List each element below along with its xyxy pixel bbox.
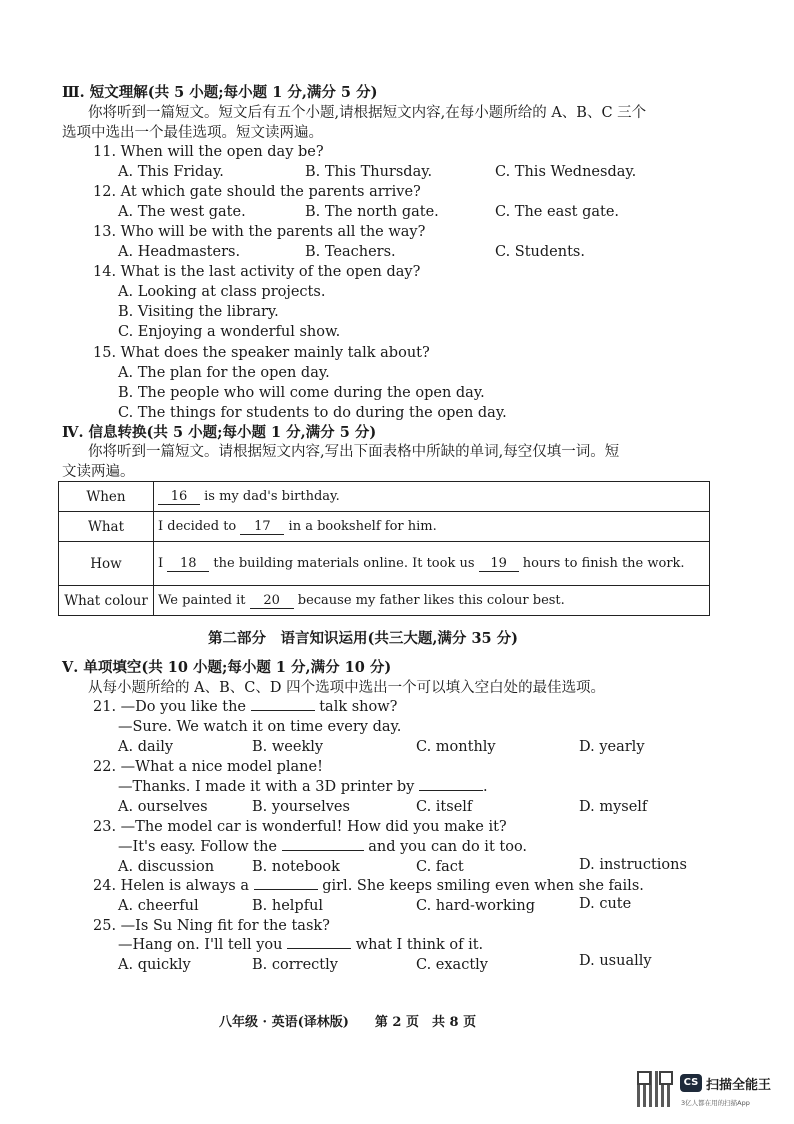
table-text: because my father likes this colour best.: [297, 592, 565, 608]
question-23-text: —It's easy. Follow the: [118, 839, 278, 855]
answer-blank: [282, 850, 364, 851]
question-21-text: 21. —Do you like the: [93, 699, 247, 715]
question-12-option-c: C. The east gate.: [495, 204, 620, 220]
question-21-text-end: talk show?: [319, 699, 398, 715]
table-key-when: When: [59, 482, 154, 512]
question-14-stem: 14. What is the last activity of the open day?: [93, 264, 421, 280]
question-14-option-a: A. Looking at class projects.: [118, 284, 326, 300]
table-key-what: What: [59, 512, 154, 542]
question-13-option-a: A. Headmasters.: [118, 244, 241, 260]
question-12-option-b: B. The north gate.: [305, 204, 439, 220]
table-text: in a bookshelf for him.: [288, 518, 437, 534]
table-text: We painted it: [158, 592, 246, 608]
question-15-option-c: C. The things for students to do during the open day.: [118, 405, 507, 421]
question-22-option-d: D. myself: [579, 799, 648, 815]
question-25-option-c: C. exactly: [416, 957, 488, 973]
question-23-option-d: D. instructions: [579, 857, 687, 873]
table-text: the building materials online. It took us: [213, 555, 475, 571]
question-25-text: —Hang on. I'll tell you: [118, 937, 283, 953]
question-12-option-a: A. The west gate.: [118, 204, 246, 220]
table-text: hours to finish the work.: [522, 555, 685, 571]
blank-16: 16: [158, 489, 200, 505]
question-22-text-end: .: [482, 779, 488, 795]
section-4-instructions-cont: 文读两遍。: [62, 464, 135, 480]
question-23-option-c: C. fact: [416, 859, 464, 875]
question-11-stem: 11. When will the open day be?: [93, 144, 324, 160]
question-24-option-d: D. cute: [579, 896, 632, 912]
section-3-instructions: 你将听到一篇短文。短文后有五个小题,请根据短文内容,在每小题所给的 A、B、C 三个: [88, 105, 647, 121]
section-5-title: Ⅴ. 单项填空(共 10 小题;每小题 1 分,满分 10 分): [62, 659, 392, 676]
question-23-text-end: and you can do it too.: [368, 839, 528, 855]
question-25-option-a: A. quickly: [118, 957, 191, 973]
camscanner-name: 扫描全能王: [706, 1078, 772, 1093]
question-22-line-2: [118, 778, 488, 796]
question-15-option-a: A. The plan for the open day.: [118, 365, 330, 381]
table-row: [59, 542, 710, 586]
question-15-stem: 15. What does the speaker mainly talk about?: [93, 345, 430, 361]
question-25-line-1: 25. —Is Su Ning fit for the task?: [93, 918, 330, 934]
table-cell: [154, 586, 710, 616]
question-21-line-2: —Sure. We watch it on time every day.: [118, 719, 402, 735]
question-22-option-b: B. yourselves: [252, 799, 350, 815]
question-23-option-b: B. notebook: [252, 859, 340, 875]
answer-blank: [419, 790, 483, 791]
question-21-option-d: D. yearly: [579, 739, 645, 755]
question-23-line-1: 23. —The model car is wonderful! How did you make it?: [93, 819, 507, 835]
question-14-option-c: C. Enjoying a wonderful show.: [118, 324, 341, 340]
table-cell: [154, 512, 710, 542]
section-4-instructions: 你将听到一篇短文。请根据短文内容,写出下面表格中所缺的单词,每空仅填一词。短: [88, 444, 620, 460]
question-23-option-a: A. discussion: [118, 859, 215, 875]
question-24-line-1: [93, 877, 644, 895]
question-24-text-end: girl. She keeps smiling even when she fails.: [322, 878, 644, 894]
question-21-option-b: B. weekly: [252, 739, 324, 755]
question-25-option-d: D. usually: [579, 953, 652, 969]
question-15-option-b: B. The people who will come during the open day.: [118, 385, 485, 401]
question-11-option-c: C. This Wednesday.: [495, 164, 637, 180]
camscanner-tagline: 3亿人都在用的扫描App: [681, 1099, 750, 1107]
answer-blank: [251, 710, 315, 711]
table-key-what-colour: What colour: [59, 586, 154, 616]
table-key-how: How: [59, 542, 154, 586]
blank-18: 18: [167, 556, 209, 572]
blank-20: 20: [250, 593, 294, 609]
section-3-title: Ⅲ. 短文理解(共 5 小题;每小题 1 分,满分 5 分): [62, 84, 378, 101]
answer-blank: [254, 889, 318, 890]
table-text: is my dad's birthday.: [204, 488, 340, 504]
section-5-instructions: 从每小题所给的 A、B、C、D 四个选项中选出一个可以填入空白处的最佳选项。: [88, 680, 606, 696]
section-3-instructions-cont: 选项中选出一个最佳选项。短文读两遍。: [62, 125, 323, 141]
table-cell: [154, 482, 710, 512]
question-13-option-c: C. Students.: [495, 244, 585, 260]
question-22-option-c: C. itself: [416, 799, 473, 815]
page-footer: 八年级 · 英语(译林版) 第 2 页 共 8 页: [219, 1015, 477, 1030]
question-22-option-a: A. ourselves: [118, 799, 208, 815]
question-14-option-b: B. Visiting the library.: [118, 304, 279, 320]
question-13-stem: 13. Who will be with the parents all the way?: [93, 224, 426, 240]
table-row: [59, 512, 710, 542]
blank-17: 17: [240, 519, 284, 535]
table-text: I: [158, 555, 164, 571]
question-25-line-2: [118, 936, 483, 954]
blank-19: 19: [479, 556, 519, 572]
question-21-option-c: C. monthly: [416, 739, 496, 755]
question-24-option-b: B. helpful: [252, 898, 324, 914]
table-text: I decided to: [158, 518, 237, 534]
table-row: [59, 482, 710, 512]
question-22-text: —Thanks. I made it with a 3D printer by: [118, 779, 415, 795]
question-24-text: 24. Helen is always a: [93, 878, 249, 894]
question-11-option-a: A. This Friday.: [118, 164, 224, 180]
question-12-stem: 12. At which gate should the parents arrive?: [93, 184, 421, 200]
question-25-text-end: what I think of it.: [355, 937, 484, 953]
question-11-option-b: B. This Thursday.: [305, 164, 433, 180]
qr-code-icon: [637, 1071, 673, 1107]
section-4-title: Ⅳ. 信息转换(共 5 小题;每小题 1 分,满分 5 分): [62, 424, 377, 441]
part-2-title: 第二部分 语言知识运用(共三大题,满分 35 分): [208, 630, 519, 647]
question-13-option-b: B. Teachers.: [305, 244, 396, 260]
question-24-option-c: C. hard-working: [416, 898, 536, 914]
answer-blank: [287, 948, 351, 949]
table-cell: [154, 542, 710, 586]
question-21-option-a: A. daily: [118, 739, 174, 755]
question-22-line-1: 22. —What a nice model plane!: [93, 759, 323, 775]
info-table: [58, 481, 710, 616]
question-24-option-a: A. cheerful: [118, 898, 199, 914]
question-23-line-2: [118, 838, 527, 856]
camscanner-logo: CS: [680, 1074, 702, 1092]
question-25-option-b: B. correctly: [252, 957, 338, 973]
question-21-line-1: [93, 698, 397, 716]
table-row: [59, 586, 710, 616]
